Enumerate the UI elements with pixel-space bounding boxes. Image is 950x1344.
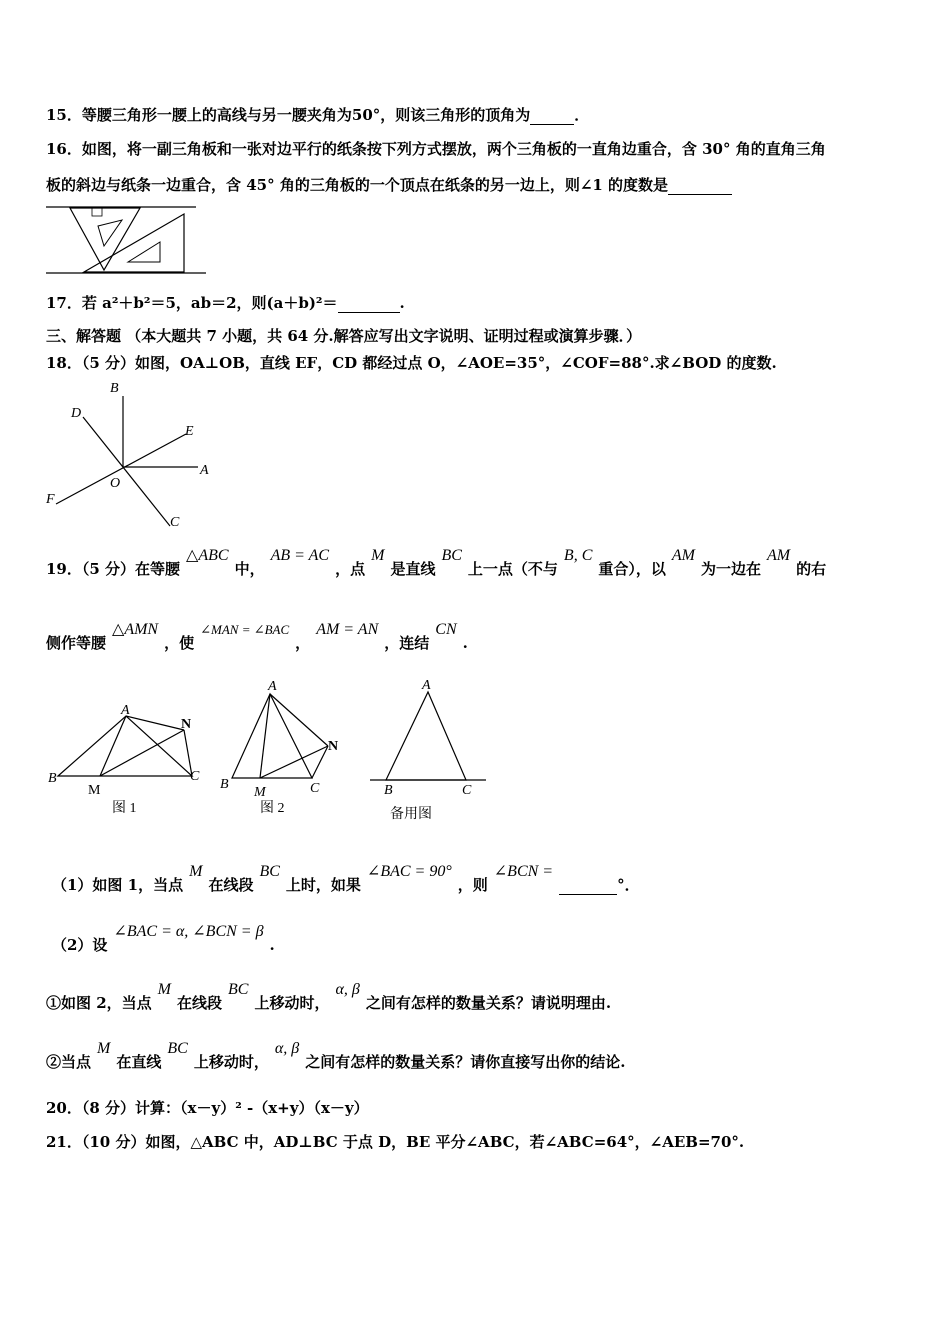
spare-triangle-abc xyxy=(386,692,466,780)
math-b-c: B, C xyxy=(563,547,593,564)
math-am-eq-an: AM = AN xyxy=(316,621,379,638)
fig1-caption: 图 1 xyxy=(112,801,137,816)
math-bc: BC xyxy=(259,863,280,880)
q19-text: . xyxy=(269,936,275,954)
q19-text: 之间有怎样的数量关系？请你直接写出你的结论. xyxy=(305,1053,626,1071)
q19-figure-1 xyxy=(44,700,214,820)
label-c: C xyxy=(170,515,180,530)
fig2-label-b: B xyxy=(220,777,229,792)
math-am: AM xyxy=(767,547,791,564)
q18-text: 18．（5 分）如图，OA⊥OB，直线 EF，CD 都经过点 O，∠AOE=35°，∠COF=88°.求∠BOD 的度数. xyxy=(46,354,777,372)
fig2-label-c: C xyxy=(310,781,320,796)
q19-text: ①如图 2，当点 xyxy=(46,994,152,1012)
q19-text: 为一边在 xyxy=(701,560,762,578)
math-triangle-amn: △AMN xyxy=(112,621,159,638)
triangle-45-deg xyxy=(84,214,184,272)
math-m: M xyxy=(97,1040,111,1057)
fig1-label-b: B xyxy=(48,771,57,786)
fig1-label-c: C xyxy=(190,769,200,784)
math-angle-bcn: ∠BCN = xyxy=(493,863,554,880)
math-ab-eq-ac: AB = AC xyxy=(270,547,330,564)
math-alpha-beta: α, β xyxy=(335,981,360,998)
q17-end: . xyxy=(399,294,405,312)
fig1-label-a: A xyxy=(121,703,130,718)
fig1-label-n: N xyxy=(181,717,192,732)
q19-text: 上移动时， xyxy=(193,1053,269,1071)
q17-line xyxy=(46,292,405,313)
label-b: B xyxy=(110,381,119,396)
fig2-label-a: A xyxy=(268,679,277,694)
math-am: AM xyxy=(671,547,695,564)
q19-text: （1）如图 1，当点 xyxy=(52,876,184,894)
q19-text: ，点 xyxy=(335,560,366,578)
q19-text: ，连结 xyxy=(384,634,430,652)
math-bc: BC xyxy=(441,547,462,564)
q19-text: 重合），以 xyxy=(598,560,666,578)
q19-text: （2）设 xyxy=(52,936,108,954)
triangle-30-inner xyxy=(98,220,122,246)
math-m: M xyxy=(157,981,171,998)
section3-heading: 三、解答题 （本大题共 7 小题，共 64 分.解答应写出文字说明、证明过程或演算步骤．） xyxy=(46,327,642,345)
q19-text: ， xyxy=(295,634,311,652)
q19-figure-2 xyxy=(214,674,354,820)
spare-caption: 备用图 xyxy=(390,807,432,822)
q16-answer-blank xyxy=(668,176,732,195)
q19-text: °． xyxy=(617,876,640,894)
math-m: M xyxy=(189,863,203,880)
fig2-label-m: M xyxy=(254,785,266,800)
q17-answer-blank xyxy=(338,294,400,313)
math-cn: CN xyxy=(435,621,457,638)
q20-text: 20．（8 分）计算：（x－y）² -（x+y）（x－y） xyxy=(46,1099,369,1117)
q19-text: 的右 xyxy=(796,560,827,578)
line-fe xyxy=(56,434,186,504)
q19-line2 xyxy=(46,621,468,653)
math-bc: BC xyxy=(167,1040,188,1057)
q19-text: ②当点 xyxy=(46,1053,92,1071)
q19-line1 xyxy=(46,547,827,579)
triangle-45-inner xyxy=(128,242,160,262)
q19-text: ，使 xyxy=(164,634,195,652)
q19-text: . xyxy=(462,634,468,652)
q19-part2 xyxy=(52,923,275,955)
fig2-seg-am xyxy=(260,694,270,778)
fig2-label-n: N xyxy=(328,739,339,754)
label-d: D xyxy=(71,406,82,421)
q19-text: 上时，如果 xyxy=(285,876,361,894)
label-f: F xyxy=(46,492,55,507)
fig2-seg-mn xyxy=(260,746,328,778)
q19-text: ，则 xyxy=(457,876,488,894)
q15-answer-blank xyxy=(530,106,574,125)
fig1-seg-mn xyxy=(100,730,184,776)
q18-figure xyxy=(40,376,220,536)
q19-text: 侧作等腰 xyxy=(46,634,107,652)
q16-line2 xyxy=(46,174,732,195)
q19-spare-figure xyxy=(366,676,492,828)
q15-text: 15．等腰三角形一腰上的高线与另一腰夹角为50°，则该三角形的顶角为 xyxy=(46,106,531,124)
q19-text: 上一点（不与 xyxy=(467,560,558,578)
fig1-label-m: M xyxy=(88,783,101,798)
math-bc: BC xyxy=(228,981,249,998)
math-alpha-beta-def: ∠BAC = α, ∠BCN = β xyxy=(113,923,264,940)
label-a: A xyxy=(200,463,209,478)
q19-text: 19．（5 分）在等腰 xyxy=(46,560,181,578)
fig2-seg-cn xyxy=(312,746,328,778)
q15-end: ． xyxy=(574,106,590,124)
label-e: E xyxy=(185,424,194,439)
line-dc xyxy=(83,417,170,526)
q19-part1-answer-blank xyxy=(559,876,617,895)
q17-text: 17．若 a²＋b²＝5，ab＝2，则(a＋b)²＝ xyxy=(46,294,338,312)
math-triangle-abc: △ABC xyxy=(186,547,229,564)
right-angle-mark xyxy=(92,208,102,216)
q19-text: 中， xyxy=(234,560,265,578)
math-angle-bac-90: ∠BAC = 90° xyxy=(366,863,452,880)
math-alpha-beta: α, β xyxy=(274,1040,300,1057)
fig1-triangle-abc xyxy=(58,716,192,776)
q19-text: 之间有怎样的数量关系？请说明理由. xyxy=(365,994,612,1012)
spare-label-a: A xyxy=(422,678,431,693)
q19-text: 是直线 xyxy=(390,560,436,578)
q15-line xyxy=(46,104,589,125)
q16-line2-text: 板的斜边与纸条一边重合，含 45° 角的三角板的一个顶点在纸条的另一边上，则∠1 的度数是 xyxy=(46,176,669,194)
q19-text: 上移动时， xyxy=(254,994,330,1012)
q19-text: 在线段 xyxy=(208,876,254,894)
fig1-seg-an xyxy=(126,716,184,730)
q19-part2-1 xyxy=(46,981,612,1013)
q16-figure xyxy=(44,202,210,278)
q21-text: 21．（10 分）如图，△ABC 中，AD⊥BC 于点 D，BE 平分∠ABC，若∠ABC=64°，∠AEB=70°. xyxy=(46,1133,745,1151)
fig2-caption: 图 2 xyxy=(260,801,285,816)
q16-line1: 16．如图，将一副三角板和一张对边平行的纸条按下列方式摆放，两个三角板的一直角边重合，含 30° 角的直角三角 xyxy=(46,140,826,158)
math-angle-man-eq-bac: ∠MAN = ∠BAC xyxy=(200,622,290,637)
q19-part1 xyxy=(52,863,640,895)
q19-text: 在直线 xyxy=(116,1053,162,1071)
fig1-seg-am xyxy=(100,716,126,776)
spare-label-c: C xyxy=(462,783,472,798)
fig2-triangle-abc xyxy=(232,694,312,778)
fig2-seg-an xyxy=(270,694,328,746)
q19-part2-2 xyxy=(46,1040,626,1072)
math-m: M xyxy=(371,547,385,564)
label-o: O xyxy=(110,476,121,491)
q19-text: 在线段 xyxy=(177,994,223,1012)
spare-label-b: B xyxy=(384,783,393,798)
